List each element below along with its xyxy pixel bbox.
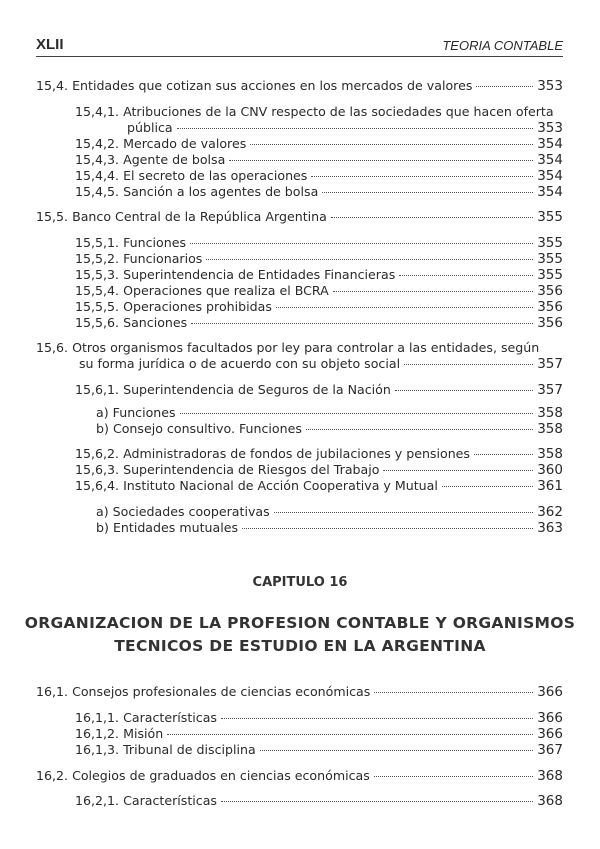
- toc-entry[interactable]: [96, 421, 563, 437]
- toc-entry-title: Operaciones prohibidas: [123, 299, 272, 314]
- toc-entry[interactable]: [127, 120, 563, 136]
- toc-entry-label: [96, 405, 176, 421]
- toc-entry-title: Consejo consultivo. Funciones: [112, 421, 302, 436]
- toc-entry[interactable]: [75, 251, 563, 267]
- toc-page-number: 357: [537, 356, 563, 372]
- toc-entry-number: 15,6,4.: [75, 478, 120, 493]
- dot-leader: [276, 307, 533, 308]
- toc-entry-label: [75, 446, 470, 462]
- dot-leader: [221, 718, 533, 719]
- toc-entry-label: [75, 726, 163, 742]
- dot-leader: [206, 259, 533, 260]
- toc-entry[interactable]: [75, 235, 563, 251]
- toc-page-number: 368: [537, 768, 563, 784]
- toc-entry[interactable]: [75, 446, 563, 462]
- dot-leader: [250, 144, 533, 145]
- toc-page-number: 354: [537, 152, 563, 168]
- toc-page-number: 366: [537, 684, 563, 700]
- toc-entry-title: Superintendencia de Riesgos del Trabajo: [123, 462, 380, 477]
- dot-leader: [374, 776, 533, 777]
- toc-page-number: 362: [537, 504, 563, 520]
- toc-entry-label: [96, 421, 302, 437]
- toc-entry-label: [75, 742, 256, 758]
- toc-entry-label: [75, 283, 329, 299]
- toc-page-number: 355: [537, 251, 563, 267]
- toc-entry[interactable]: [75, 267, 563, 283]
- toc-page-number: 358: [537, 405, 563, 421]
- toc-entry-title: Instituto Nacional de Acción Cooperativa y Mutual: [123, 478, 438, 493]
- toc-entry-number: 15,4,3.: [75, 152, 120, 167]
- toc-entry-title: Tribunal de disciplina: [123, 742, 256, 757]
- toc-entry[interactable]: [75, 478, 563, 494]
- toc-entry-label: [75, 793, 217, 809]
- toc-entry-title: Sociedades cooperativas: [112, 504, 270, 519]
- toc-entry-title: Colegios de graduados en ciencias económicas: [72, 768, 370, 783]
- dot-leader: [404, 364, 533, 365]
- toc-entry-label: [36, 768, 370, 784]
- toc-entry-number: 15,5.: [36, 209, 69, 224]
- toc-entry[interactable]: [75, 152, 563, 168]
- toc-entry-label: [75, 235, 186, 251]
- dot-leader: [322, 192, 533, 193]
- toc-entry-number: 15,6,2.: [75, 446, 120, 461]
- dot-leader: [167, 734, 533, 735]
- toc-entry[interactable]: [96, 520, 563, 536]
- toc-page-number: 355: [537, 267, 563, 283]
- toc-page-number: 355: [537, 235, 563, 251]
- toc-entry[interactable]: [36, 78, 563, 94]
- header-rule: [36, 56, 563, 57]
- toc-entry-number: 16,2.: [36, 768, 69, 783]
- toc-entry-title: Sanción a los agentes de bolsa: [123, 184, 319, 199]
- toc-entry-label: [75, 299, 272, 315]
- toc-entry-number: a): [96, 504, 109, 519]
- chapter-title-line1: ORGANIZACION DE LA PROFESION CONTABLE Y ORGANISMOS: [24, 614, 576, 632]
- toc-entry-title: Otros organismos facultados por ley para controlar a las entidades, según: [72, 340, 540, 355]
- dot-leader: [180, 413, 534, 414]
- toc-entry-line1: [75, 104, 554, 120]
- toc-entry-label: [36, 78, 472, 94]
- dot-leader: [442, 486, 533, 487]
- toc-entry[interactable]: [75, 742, 563, 758]
- toc-page-number: 366: [537, 726, 563, 742]
- toc-entry-label: [75, 478, 438, 494]
- toc-entry-number: 15,4,5.: [75, 184, 120, 199]
- page-number: XLII: [36, 36, 64, 53]
- toc-entry-label: [75, 168, 307, 184]
- dot-leader: [274, 512, 534, 513]
- toc-entry-label: [36, 209, 327, 225]
- toc-page-number: 355: [537, 209, 563, 225]
- toc-entry[interactable]: [75, 382, 563, 398]
- toc-entry-number: 16,1.: [36, 684, 69, 699]
- toc-entry-title: Características: [123, 793, 217, 808]
- toc-entry-number: 15,6,3.: [75, 462, 120, 477]
- toc-page-number: 353: [537, 78, 563, 94]
- toc-entry-title: Superintendencia de Seguros de la Nación: [123, 382, 391, 397]
- toc-entry-number: 15,5,6.: [75, 315, 120, 330]
- toc-entry[interactable]: [75, 726, 563, 742]
- dot-leader: [229, 160, 533, 161]
- dot-leader: [399, 275, 533, 276]
- toc-entry-title: Funcionarios: [123, 251, 203, 266]
- toc-entry-title: Sanciones: [123, 315, 188, 330]
- toc-entry-number: 15,5,3.: [75, 267, 120, 282]
- toc-entry-number: 16,1,2.: [75, 726, 120, 741]
- toc-entry-number: 15,4,2.: [75, 136, 120, 151]
- toc-entry-label: [96, 520, 238, 536]
- dot-leader: [191, 323, 533, 324]
- toc-entry[interactable]: [75, 462, 563, 478]
- dot-leader: [221, 801, 533, 802]
- dot-leader: [190, 243, 533, 244]
- dot-leader: [242, 528, 533, 529]
- toc-entry-number: 15,6,1.: [75, 382, 120, 397]
- toc-entry-label: [75, 251, 202, 267]
- toc-entry-number: 15,6.: [36, 340, 69, 355]
- toc-page-number: 358: [537, 421, 563, 437]
- dot-leader: [177, 128, 534, 129]
- toc-entry-line1: [36, 340, 539, 356]
- dot-leader: [333, 291, 533, 292]
- toc-entry-number: b): [96, 520, 109, 535]
- toc-entry[interactable]: [75, 283, 563, 299]
- toc-entry[interactable]: [79, 356, 563, 372]
- toc-entry-number: 16,1,3.: [75, 742, 120, 757]
- toc-page-number: 356: [537, 283, 563, 299]
- toc-entry-title-cont: pública: [127, 120, 173, 135]
- toc-entry-number: 15,4.: [36, 78, 69, 93]
- toc-entry-title: Operaciones que realiza el BCRA: [123, 283, 329, 298]
- toc-entry-title: Agente de bolsa: [123, 152, 226, 167]
- dot-leader: [306, 429, 533, 430]
- toc-entry-number: 16,2,1.: [75, 793, 120, 808]
- dot-leader: [474, 454, 533, 455]
- running-title: TEORIA CONTABLE: [442, 38, 563, 53]
- toc-page-number: 354: [537, 136, 563, 152]
- toc-page-number: 358: [537, 446, 563, 462]
- toc-entry[interactable]: [75, 315, 563, 331]
- toc-entry-label: [75, 152, 225, 168]
- toc-entry[interactable]: [75, 136, 563, 152]
- toc-entry-number: 16,1,1.: [75, 710, 120, 725]
- toc-page-number: 356: [537, 315, 563, 331]
- toc-entry-label: [96, 504, 270, 520]
- toc-entry-title: Consejos profesionales de ciencias económicas: [72, 684, 371, 699]
- toc-entry[interactable]: [75, 184, 563, 200]
- toc-entry-title: Características: [123, 710, 217, 725]
- toc-entry-title: El secreto de las operaciones: [123, 168, 308, 183]
- toc-entry-title: Funciones: [112, 405, 176, 420]
- toc-entry-title: Misión: [123, 726, 164, 741]
- toc-entry-label: [75, 315, 187, 331]
- toc-entry[interactable]: [96, 405, 563, 421]
- toc-entry-number: 15,5,5.: [75, 299, 120, 314]
- dot-leader: [311, 176, 533, 177]
- toc-page-number: 354: [537, 184, 563, 200]
- toc-entry[interactable]: [75, 793, 563, 809]
- chapter-title-line2: TECNICOS DE ESTUDIO EN LA ARGENTINA: [114, 637, 486, 655]
- toc-page-number: 354: [537, 168, 563, 184]
- toc-entry-title: Administradoras de fondos de jubilaciones y pensiones: [123, 446, 470, 461]
- toc-page-number: 367: [537, 742, 563, 758]
- dot-leader: [476, 86, 533, 87]
- dot-leader: [383, 470, 533, 471]
- toc-entry-title: Entidades que cotizan sus acciones en los mercados de valores: [72, 78, 473, 93]
- toc-page-number: 368: [537, 793, 563, 809]
- toc-entry[interactable]: [36, 209, 563, 225]
- toc-entry-number: 15,5,1.: [75, 235, 120, 250]
- toc-entry-number: 15,4,1.: [75, 104, 120, 119]
- toc-page-number: 353: [537, 120, 563, 136]
- toc-entry[interactable]: [36, 768, 563, 784]
- dot-leader: [260, 750, 534, 751]
- toc-page-number: 366: [537, 710, 563, 726]
- toc-page-number: 360: [537, 462, 563, 478]
- toc-entry-title: Mercado de valores: [123, 136, 247, 151]
- toc-page-number: 363: [537, 520, 563, 536]
- toc-entry[interactable]: [75, 710, 563, 726]
- toc-entry[interactable]: [75, 168, 563, 184]
- toc-entry-label: [36, 684, 370, 700]
- dot-leader: [374, 692, 533, 693]
- toc-entry-title: Superintendencia de Entidades Financieras: [123, 267, 396, 282]
- toc-entry-label: [75, 462, 379, 478]
- toc-entry-title: Atribuciones de la CNV respecto de las sociedades que hacen oferta: [123, 104, 554, 119]
- toc-entry[interactable]: [75, 299, 563, 315]
- toc-entry-number: 15,4,4.: [75, 168, 120, 183]
- toc-entry-label: [75, 184, 318, 200]
- toc-entry-title: Banco Central de la República Argentina: [72, 209, 327, 224]
- dot-leader: [331, 217, 533, 218]
- toc-page-number: 361: [537, 478, 563, 494]
- toc-page-number: 356: [537, 299, 563, 315]
- toc-entry-number: 15,5,2.: [75, 251, 120, 266]
- toc-entry-label: [75, 136, 246, 152]
- toc-entry-title: Entidades mutuales: [112, 520, 239, 535]
- toc-page-number: 357: [537, 382, 563, 398]
- toc-entry-number: 15,5,4.: [75, 283, 120, 298]
- toc-entry-title-cont: su forma jurídica o de acuerdo con su objeto social: [79, 356, 401, 371]
- toc-entry-label: [75, 710, 217, 726]
- toc-entry-label: [75, 267, 395, 283]
- toc-entry[interactable]: [96, 504, 563, 520]
- dot-leader: [395, 390, 533, 391]
- toc-entry-title: Funciones: [123, 235, 187, 250]
- toc-entry[interactable]: [36, 684, 563, 700]
- toc-entry-label: [75, 382, 391, 398]
- toc-entry-number: b): [96, 421, 109, 436]
- chapter-label: CAPITULO 16: [252, 575, 348, 590]
- toc-entry-number: a): [96, 405, 109, 420]
